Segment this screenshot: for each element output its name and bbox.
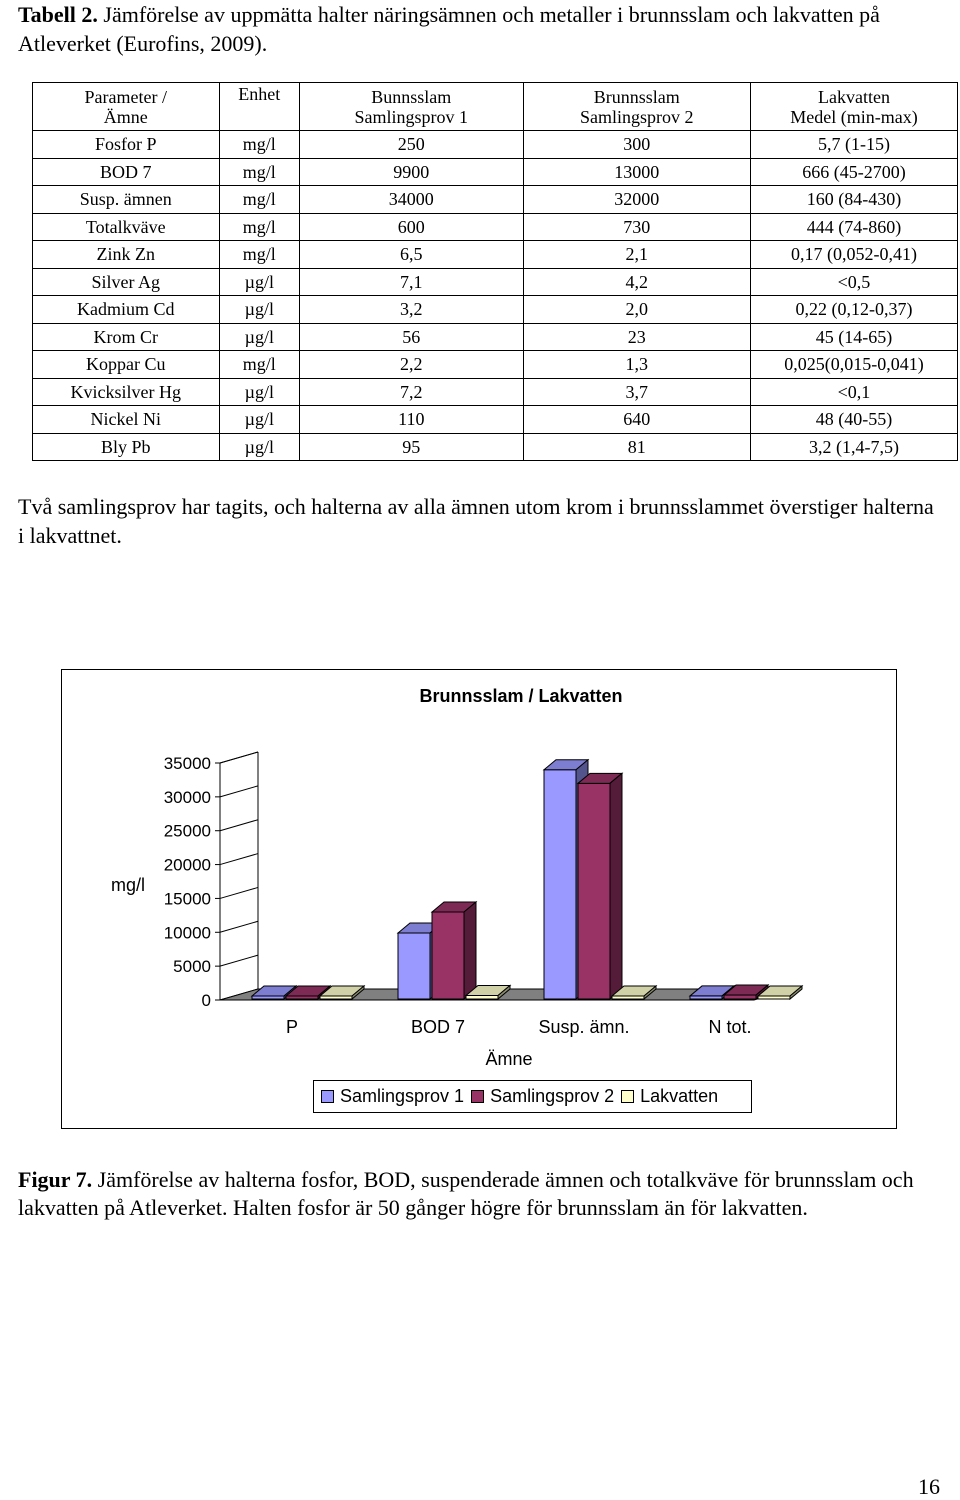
table-cell: <0,1 <box>750 378 957 406</box>
y-tick-label: 35000 <box>163 754 211 773</box>
chart-title: Brunnsslam / Lakvatten <box>419 686 623 706</box>
table-cell: 4,2 <box>523 268 750 296</box>
bar <box>578 783 610 999</box>
x-tick-label: N tot. <box>708 1017 752 1037</box>
table-cell: 160 (84-430) <box>750 186 957 214</box>
table-cell: 730 <box>523 213 750 241</box>
table-cell: mg/l <box>219 158 299 186</box>
table-cell: Koppar Cu <box>33 351 220 379</box>
table-cell: BOD 7 <box>33 158 220 186</box>
y-tick-label: 25000 <box>163 821 211 841</box>
table-cell: Totalkväve <box>33 213 220 241</box>
table-cell: 300 <box>523 131 750 159</box>
table-cell: 95 <box>300 433 524 461</box>
table-cell: 7,2 <box>300 378 524 406</box>
table-cell: Krom Cr <box>33 323 220 351</box>
table-cell: 250 <box>300 131 524 159</box>
legend-swatch <box>321 1090 334 1103</box>
table-cell: 34000 <box>300 186 524 214</box>
table-cell: mg/l <box>219 351 299 379</box>
legend-label: Samlingsprov 2 <box>490 1086 615 1106</box>
y-axis-label: mg/l <box>110 875 146 895</box>
table-cell: 0,025(0,015-0,041) <box>750 351 957 379</box>
table-caption-label: Tabell 2. <box>18 2 98 27</box>
table-cell: µg/l <box>219 433 299 461</box>
table-cell: mg/l <box>219 186 299 214</box>
table-cell: 640 <box>523 406 750 434</box>
wall-tick <box>220 854 258 865</box>
bar-side <box>610 773 622 999</box>
header-leachate: Lakvatten Medel (min-max) <box>750 83 957 131</box>
table-caption-text: Jämförelse av uppmätta halter näringsämnen och metaller i brunnsslam och lakvatten på Atleverket (Eurofins, 2009). <box>18 2 880 56</box>
table-cell: 48 (40-55) <box>750 406 957 434</box>
y-tick-label: 30000 <box>163 787 211 807</box>
legend-item <box>621 1086 718 1107</box>
table-cell: 2,1 <box>523 241 750 269</box>
legend-swatch <box>471 1090 484 1103</box>
bar <box>398 933 430 999</box>
x-tick-label: BOD 7 <box>410 1017 466 1037</box>
table-cell: Bly Pb <box>33 433 220 461</box>
table-cell: 7,1 <box>300 268 524 296</box>
header-parameter: Parameter / Ämne <box>33 83 220 131</box>
table-cell: Fosfor P <box>33 131 220 159</box>
table-cell: 1,3 <box>523 351 750 379</box>
page-number: 16 <box>918 1474 940 1499</box>
legend-label: Lakvatten <box>640 1086 719 1106</box>
y-tick-label: 0 <box>201 991 211 1010</box>
figure-caption <box>18 1166 938 1222</box>
table-cell: Nickel Ni <box>33 406 220 434</box>
y-tick-label: 5000 <box>173 957 211 977</box>
table-cell: µg/l <box>219 296 299 324</box>
legend-swatch <box>621 1090 634 1103</box>
x-tick-label: Susp. ämn. <box>538 1017 630 1037</box>
wall-tick <box>220 921 258 932</box>
table-cell: µg/l <box>219 268 299 296</box>
table-cell: 5,7 (1-15) <box>750 131 957 159</box>
wall-tick <box>220 955 258 966</box>
chart-legend <box>313 1080 752 1113</box>
table-cell: 110 <box>300 406 524 434</box>
body-paragraph: Två samlingsprov har tagits, och halterna av alla ämnen utom krom i brunnsslammet överstiger halterna i lakvattnet. <box>18 494 934 548</box>
table-cell: Zink Zn <box>33 241 220 269</box>
table-cell: 3,2 (1,4-7,5) <box>750 433 957 461</box>
table-cell: Kadmium Cd <box>33 296 220 324</box>
table-cell: mg/l <box>219 131 299 159</box>
wall-tick <box>220 786 258 797</box>
table-cell: Kvicksilver Hg <box>33 378 220 406</box>
table-cell: 600 <box>300 213 524 241</box>
table-cell: 3,2 <box>300 296 524 324</box>
bar <box>544 770 576 999</box>
table-cell: 666 (45-2700) <box>750 158 957 186</box>
header-sample-1: Bunnsslam Samlingsprov 1 <box>300 83 524 131</box>
table-cell: 56 <box>300 323 524 351</box>
table-cell: mg/l <box>219 241 299 269</box>
table-cell: 13000 <box>523 158 750 186</box>
table-cell: µg/l <box>219 323 299 351</box>
table-cell: 23 <box>523 323 750 351</box>
table-cell: Silver Ag <box>33 268 220 296</box>
y-tick-label: 20000 <box>163 855 211 875</box>
legend-item <box>321 1086 464 1107</box>
table-cell: 45 (14-65) <box>750 323 957 351</box>
table-cell: Susp. ämnen <box>33 186 220 214</box>
table-cell: 81 <box>523 433 750 461</box>
table-cell: mg/l <box>219 213 299 241</box>
table-cell: µg/l <box>219 406 299 434</box>
legend-item <box>471 1086 614 1107</box>
bar <box>432 912 464 999</box>
bar <box>724 995 756 999</box>
y-tick-label: 10000 <box>163 923 211 943</box>
figure-caption-text: Jämförelse av halterna fosfor, BOD, suspenderade ämnen och totalkväve för brunnsslam och lakvatten på Atleverket. Halten fosfor är 50 gånger högre för brunnsslam än för lakvatten. <box>18 1167 914 1220</box>
header-sample-2: Brunnsslam Samlingsprov 2 <box>523 83 750 131</box>
table-cell: 2,0 <box>523 296 750 324</box>
x-tick-label: P <box>285 1017 299 1037</box>
figure-caption-label: Figur 7. <box>18 1167 93 1192</box>
table-cell: 2,2 <box>300 351 524 379</box>
table-cell: 3,7 <box>523 378 750 406</box>
table-cell: 0,17 (0,052-0,41) <box>750 241 957 269</box>
table-cell: 0,22 (0,12-0,37) <box>750 296 957 324</box>
wall-tick <box>220 887 258 898</box>
legend-label: Samlingsprov 1 <box>340 1086 465 1106</box>
table-cell: 32000 <box>523 186 750 214</box>
bar-side <box>464 902 476 999</box>
table-cell: 6,5 <box>300 241 524 269</box>
table-cell: 9900 <box>300 158 524 186</box>
header-unit: Enhet <box>219 83 299 131</box>
wall-tick <box>220 820 258 831</box>
x-axis-label: Ämne <box>485 1049 533 1069</box>
table-cell: 444 (74-860) <box>750 213 957 241</box>
wall-tick <box>220 752 258 763</box>
table-cell: µg/l <box>219 378 299 406</box>
table-cell: <0,5 <box>750 268 957 296</box>
bar <box>466 995 498 999</box>
y-tick-label: 15000 <box>163 889 211 909</box>
